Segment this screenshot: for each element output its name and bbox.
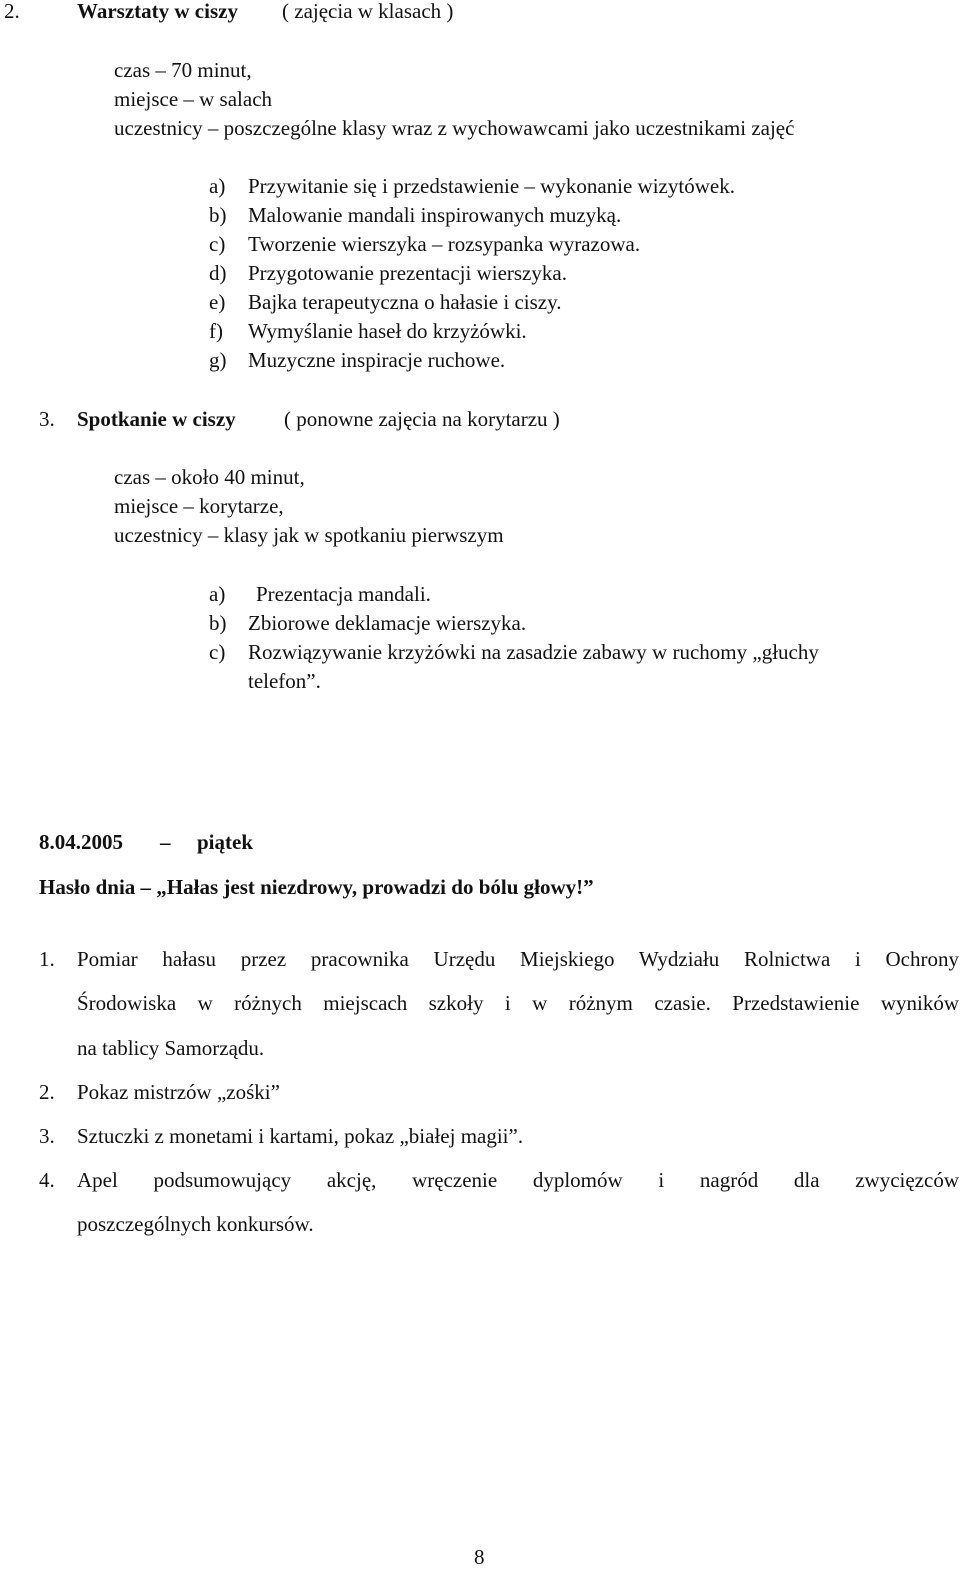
page-number: 8	[474, 1545, 485, 1569]
info-place: miejsce – korytarze,	[114, 494, 284, 518]
program-item-line: poszczególnych konkursów.	[77, 1212, 314, 1236]
list-item-marker: d)	[209, 261, 227, 285]
section-number: 2.	[4, 0, 20, 23]
section-number: 3.	[39, 407, 55, 431]
program-number: 3.	[39, 1124, 55, 1148]
section-subtitle: ( ponowne zajęcia na korytarzu )	[284, 407, 560, 431]
list-item-marker: f)	[209, 319, 223, 343]
info-place: miejsce – w salach	[114, 87, 273, 111]
info-time: czas – 70 minut,	[114, 58, 252, 82]
list-item: Muzyczne inspiracje ruchowe.	[248, 348, 506, 372]
day-weekday: piątek	[197, 830, 254, 854]
section-subtitle: ( zajęcia w klasach )	[282, 0, 454, 23]
list-item: Tworzenie wierszyka – rozsypanka wyrazowa.	[248, 232, 641, 256]
list-item: Bajka terapeutyczna o hałasie i ciszy.	[248, 290, 562, 314]
list-item: Malowanie mandali inspirowanych muzyką.	[248, 203, 622, 227]
program-number: 1.	[39, 947, 55, 971]
list-item-continuation: telefon”.	[248, 669, 321, 693]
list-item-marker: b)	[209, 611, 227, 635]
list-item: Przywitanie się i przedstawienie – wykonanie wizytówek.	[248, 174, 735, 198]
section-title: Spotkanie w ciszy	[77, 407, 236, 431]
list-item-marker: a)	[209, 174, 226, 198]
program-number: 4.	[39, 1168, 55, 1192]
program-number: 2.	[39, 1080, 55, 1104]
program-item-line: Sztuczki z monetami i kartami, pokaz „białej magii”.	[77, 1124, 524, 1148]
list-item-marker: a)	[209, 582, 226, 606]
section-title: Warsztaty w ciszy	[77, 0, 238, 23]
program-item-line: Środowiska w różnych miejscach szkoły i w różnym czasie. Przedstawienie wyników	[77, 991, 959, 1015]
info-time: czas – około 40 minut,	[114, 465, 305, 489]
day-motto: Hasło dnia – „Hałas jest niezdrowy, prowadzi do bólu głowy!”	[39, 875, 594, 899]
list-item: Prezentacja mandali.	[256, 582, 431, 606]
program-item-line: Pokaz mistrzów „zośki”	[77, 1080, 280, 1104]
list-item-marker: c)	[209, 640, 226, 664]
list-item-marker: g)	[209, 348, 227, 372]
program-item-line: Pomiar hałasu przez pracownika Urzędu Miejskiego Wydziału Rolnictwa i Ochrony	[77, 947, 959, 971]
program-item-line: Apel podsumowujący akcję, wręczenie dyplomów i nagród dla zwycięzców	[77, 1168, 959, 1192]
list-item: Wymyślanie haseł do krzyżówki.	[248, 319, 527, 343]
day-dash: –	[160, 830, 171, 854]
program-item-line: na tablicy Samorządu.	[77, 1036, 265, 1060]
list-item: Przygotowanie prezentacji wierszyka.	[248, 261, 567, 285]
list-item-marker: b)	[209, 203, 227, 227]
list-item-marker: c)	[209, 232, 226, 256]
day-date: 8.04.2005	[39, 830, 123, 854]
list-item: Rozwiązywanie krzyżówki na zasadzie zabawy w ruchomy „głuchy	[248, 640, 819, 664]
list-item: Zbiorowe deklamacje wierszyka.	[248, 611, 527, 635]
list-item-marker: e)	[209, 290, 226, 314]
info-participants: uczestnicy – klasy jak w spotkaniu pierwszym	[114, 523, 504, 547]
info-participants: uczestnicy – poszczególne klasy wraz z wychowawcami jako uczestnikami zajęć	[114, 116, 795, 140]
